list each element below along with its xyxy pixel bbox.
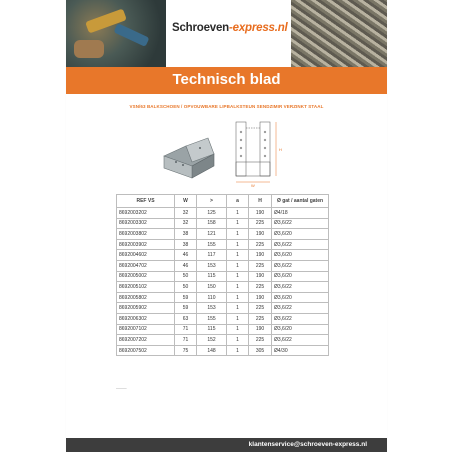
cell-length: 117 [197, 250, 227, 261]
cell-length: 125 [197, 208, 227, 219]
table-row [117, 239, 329, 250]
customer-service-email[interactable]: klantenservice@schroeven-express.nl [248, 441, 367, 448]
cell-height: 225 [249, 218, 272, 229]
cell-width: 63 [175, 313, 197, 324]
table-row [117, 282, 329, 293]
cell-ref: 8692007502 [117, 345, 175, 356]
cell-thickness: 1 [227, 239, 249, 250]
cell-holes: Ø3,6/22 [272, 313, 329, 324]
cell-ref: 8692005002 [117, 271, 175, 282]
cell-holes: Ø4/18 [272, 208, 329, 219]
table-row [117, 218, 329, 229]
cell-thickness: 1 [227, 271, 249, 282]
cell-ref: 8692005902 [117, 303, 175, 314]
table-row [117, 260, 329, 271]
cell-height: 190 [249, 208, 272, 219]
cell-thickness: 1 [227, 303, 249, 314]
cell-holes: Ø3,6/22 [272, 335, 329, 346]
title-bar [66, 67, 387, 94]
table-row [117, 324, 329, 335]
table-row [117, 208, 329, 219]
tools-photo [66, 0, 166, 67]
header-height: H [249, 195, 272, 208]
cell-length: 153 [197, 303, 227, 314]
cell-width: 32 [175, 218, 197, 229]
cell-height: 305 [249, 345, 272, 356]
table-row [117, 271, 329, 282]
table-row [117, 250, 329, 261]
cell-holes: Ø3,6/22 [272, 239, 329, 250]
table-row [117, 229, 329, 240]
table-row [117, 292, 329, 303]
cell-thickness: 1 [227, 208, 249, 219]
cell-width: 38 [175, 239, 197, 250]
header-thickness: a [227, 195, 249, 208]
header-ref: REF VS [117, 195, 175, 208]
header-width: W [175, 195, 197, 208]
page-title: Technisch blad [172, 71, 281, 88]
cell-holes: Ø3,6/20 [272, 229, 329, 240]
cell-ref: 8692003802 [117, 229, 175, 240]
cell-height: 225 [249, 303, 272, 314]
cell-width: 32 [175, 208, 197, 219]
cell-width: 59 [175, 292, 197, 303]
cell-width: 59 [175, 303, 197, 314]
footnote-mark: ───── [116, 386, 127, 390]
cell-length: 158 [197, 218, 227, 229]
cell-thickness: 1 [227, 345, 249, 356]
cell-width: 50 [175, 282, 197, 293]
cell-height: 190 [249, 229, 272, 240]
logo-brand: Schroeven [172, 22, 230, 34]
cell-height: 190 [249, 292, 272, 303]
cell-thickness: 1 [227, 313, 249, 324]
cell-width: 71 [175, 335, 197, 346]
cell-ref: 8692003202 [117, 208, 175, 219]
cell-thickness: 1 [227, 292, 249, 303]
cell-length: 148 [197, 345, 227, 356]
cell-width: 75 [175, 345, 197, 356]
cell-holes: Ø4/30 [272, 345, 329, 356]
cell-thickness: 1 [227, 282, 249, 293]
cell-ref: 8692005802 [117, 292, 175, 303]
cell-thickness: 1 [227, 218, 249, 229]
technical-sheet-page [66, 0, 387, 452]
width-dimension-label: W [251, 183, 255, 188]
cell-holes: Ø3,6/22 [272, 218, 329, 229]
cell-width: 46 [175, 260, 197, 271]
cell-ref: 8692004602 [117, 250, 175, 261]
cell-thickness: 1 [227, 250, 249, 261]
cell-holes: Ø3,6/20 [272, 324, 329, 335]
cell-ref: 8692003902 [117, 239, 175, 250]
cell-height: 225 [249, 335, 272, 346]
cell-holes: Ø3,6/20 [272, 271, 329, 282]
cell-thickness: 1 [227, 260, 249, 271]
product-subtitle: VSN/63 BALKSCHOEN / OPVOUWBARE LIPBALKSTEUN SENDZIMIR VERZINKT STAAL [129, 104, 324, 109]
cell-holes: Ø3,6/20 [272, 250, 329, 261]
cell-holes: Ø3,6/20 [272, 292, 329, 303]
table-row [117, 335, 329, 346]
cell-length: 153 [197, 260, 227, 271]
cell-height: 225 [249, 239, 272, 250]
cell-length: 150 [197, 282, 227, 293]
footer-bar [66, 438, 387, 452]
cell-width: 71 [175, 324, 197, 335]
header-banner [66, 0, 387, 67]
cell-height: 225 [249, 260, 272, 271]
cell-ref: 8692004702 [117, 260, 175, 271]
cell-length: 121 [197, 229, 227, 240]
cell-height: 190 [249, 324, 272, 335]
cell-ref: 8692006302 [117, 313, 175, 324]
table-row [117, 313, 329, 324]
cell-ref: 8692007102 [117, 324, 175, 335]
cell-width: 50 [175, 271, 197, 282]
cell-height: 190 [249, 250, 272, 261]
cell-ref: 8692005102 [117, 282, 175, 293]
cell-holes: Ø3,6/22 [272, 282, 329, 293]
cell-ref: 8692007202 [117, 335, 175, 346]
logo-area [166, 0, 291, 67]
cell-holes: Ø3,6/22 [272, 260, 329, 271]
table-body [117, 208, 329, 356]
product-illustration [156, 118, 296, 188]
header-holes: Ø gat / aantal gaten [272, 195, 329, 208]
company-logo [172, 22, 288, 34]
table-header-row [117, 195, 329, 208]
cell-length: 110 [197, 292, 227, 303]
technical-drawing [236, 122, 276, 182]
cell-length: 155 [197, 239, 227, 250]
cell-length: 115 [197, 271, 227, 282]
cell-thickness: 1 [227, 324, 249, 335]
specifications-table [116, 194, 329, 356]
cell-length: 115 [197, 324, 227, 335]
cell-ref: 8692003302 [117, 218, 175, 229]
logo-suffix: -express.nl [229, 22, 288, 34]
tool-shape [114, 23, 150, 47]
table-row [117, 303, 329, 314]
cell-length: 155 [197, 313, 227, 324]
cell-thickness: 1 [227, 229, 249, 240]
cell-width: 38 [175, 229, 197, 240]
cell-width: 46 [175, 250, 197, 261]
tool-shape [74, 40, 104, 58]
cell-thickness: 1 [227, 335, 249, 346]
height-dimension-label: H [279, 147, 282, 152]
cell-height: 225 [249, 282, 272, 293]
cell-length: 152 [197, 335, 227, 346]
cell-holes: Ø3,6/22 [272, 303, 329, 314]
cell-height: 190 [249, 271, 272, 282]
cell-height: 225 [249, 313, 272, 324]
header-length: > [197, 195, 227, 208]
screws-photo [291, 0, 387, 67]
joist-hanger-photo [164, 138, 214, 178]
table-row [117, 345, 329, 356]
